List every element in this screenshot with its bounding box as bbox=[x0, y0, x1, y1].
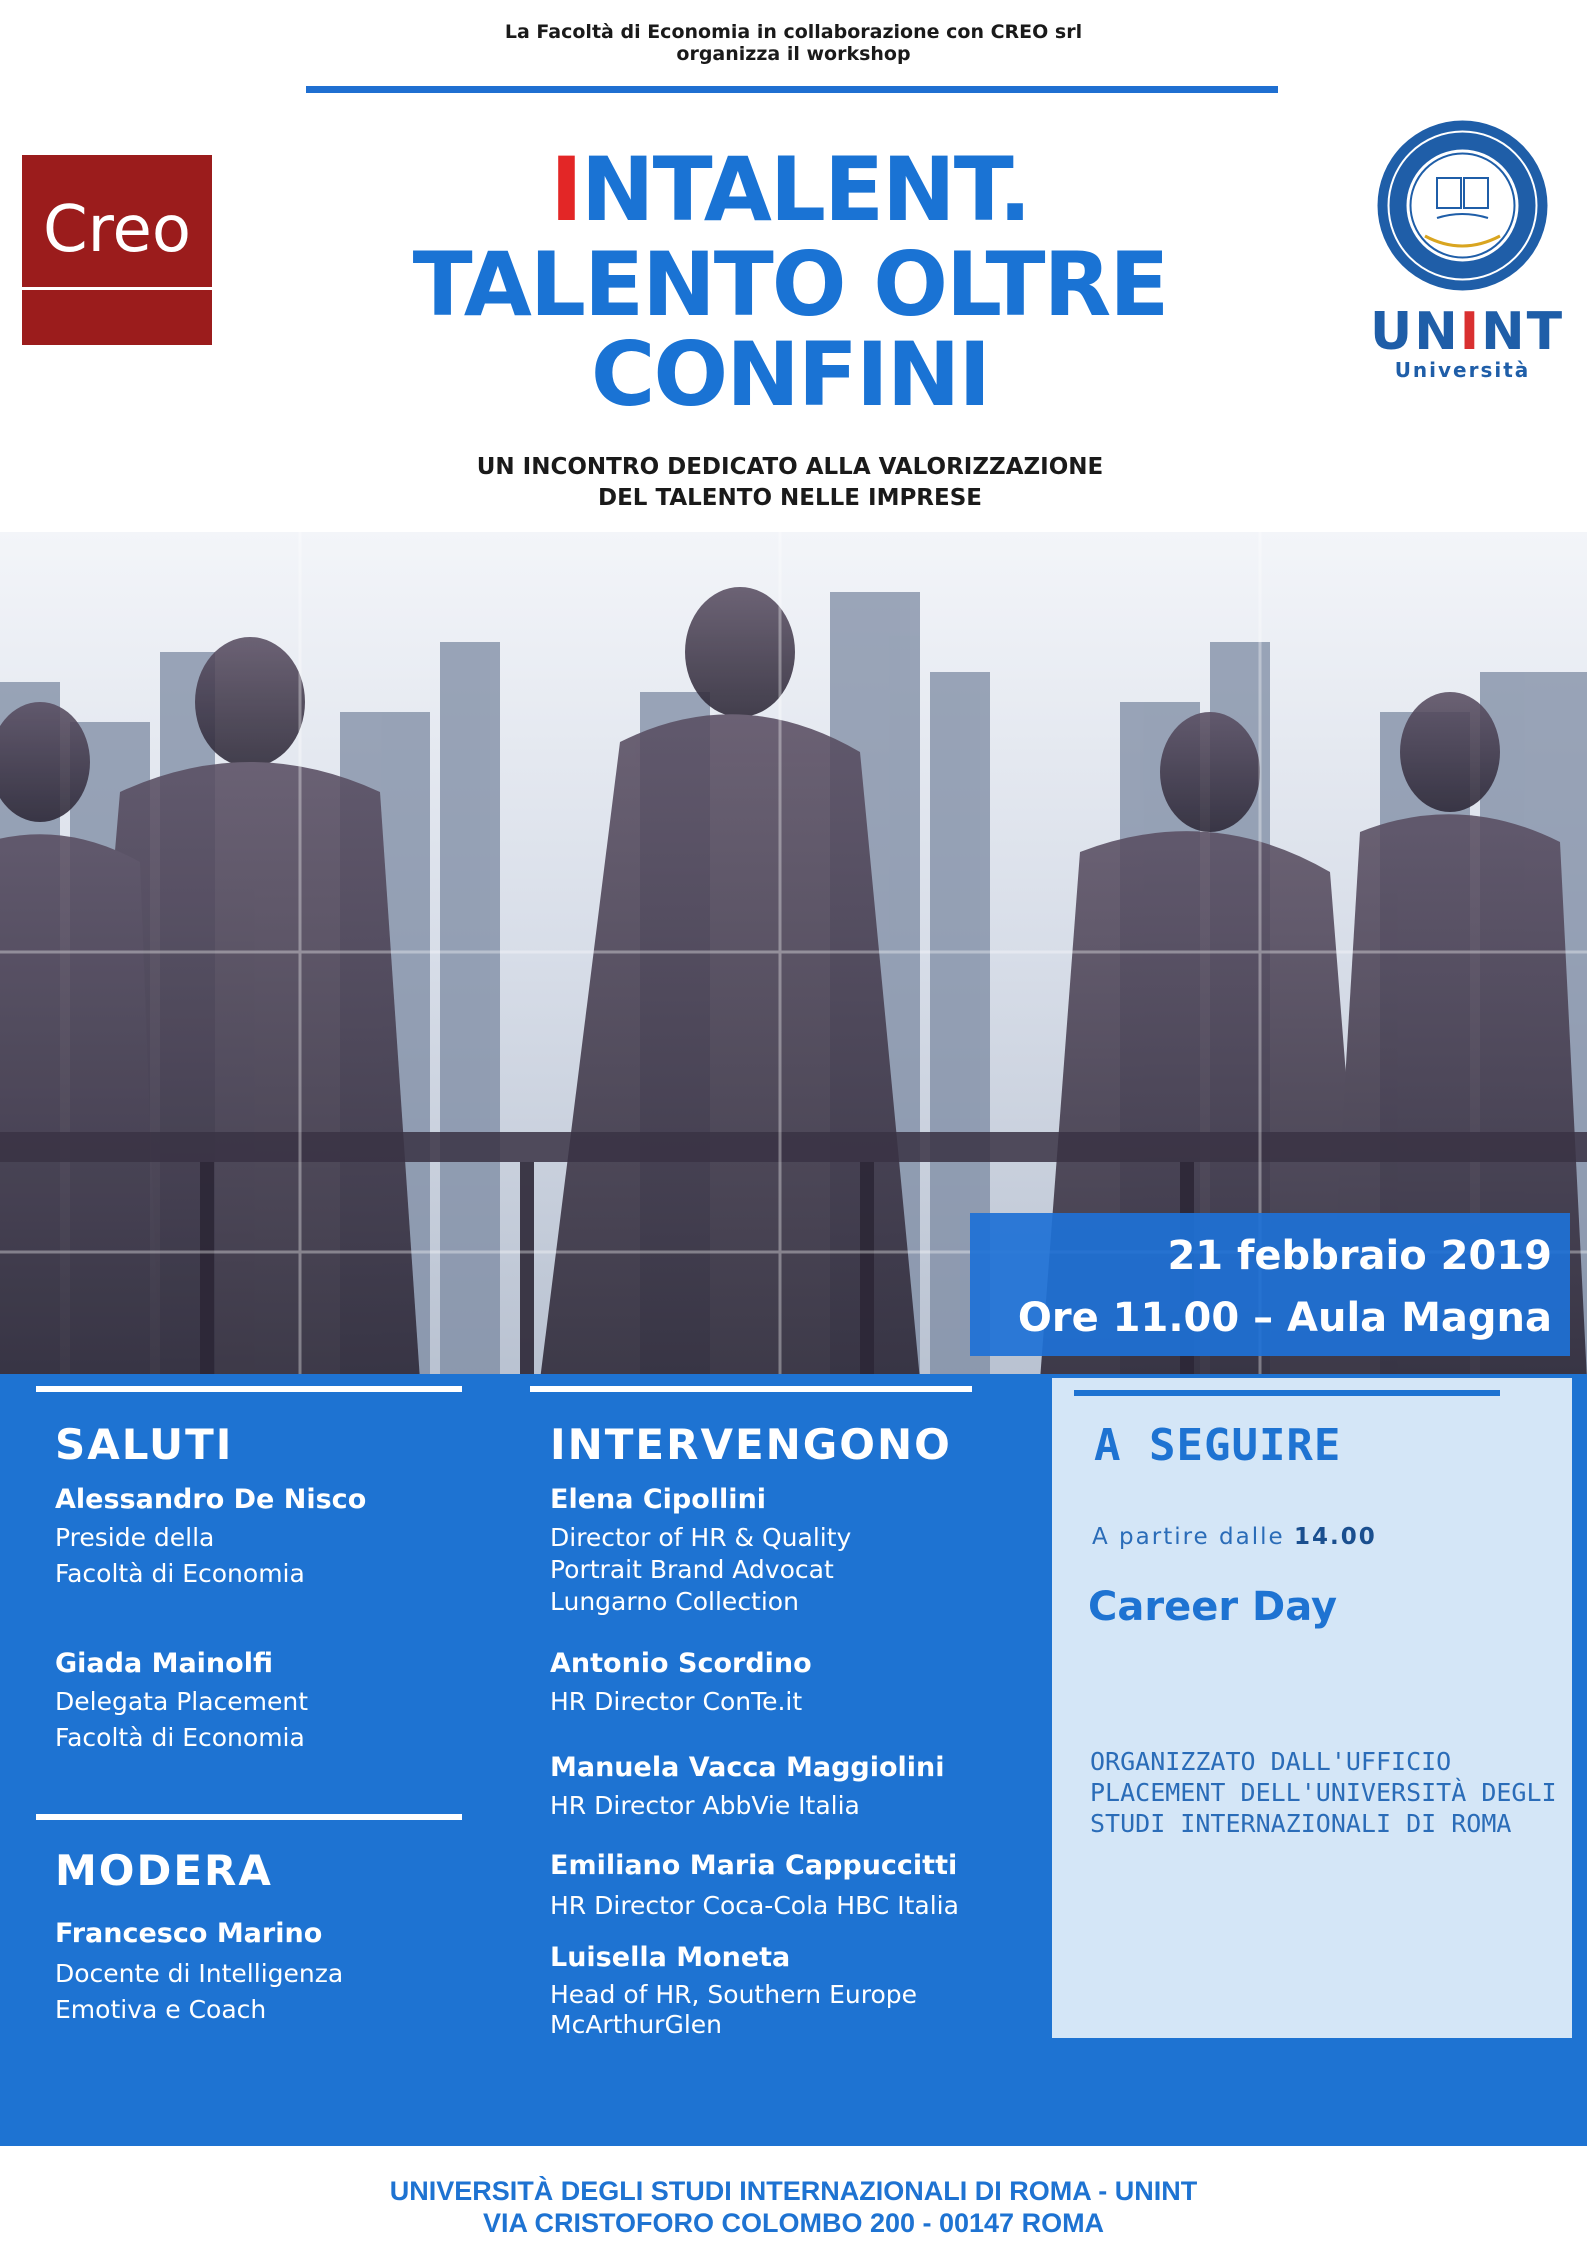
intro-line-2: organizza il workshop bbox=[676, 43, 911, 65]
saluti-role-2: Delegata Placement Facoltà di Economia bbox=[55, 1687, 309, 1752]
title-line-1: INTALENT. bbox=[550, 138, 1030, 241]
saluti-role-1: Preside della Facoltà di Economia bbox=[55, 1523, 305, 1588]
header-rule bbox=[306, 86, 1278, 93]
career-day-title: Career Day bbox=[1088, 1584, 1338, 1630]
organizer-text: ORGANIZZATO DALL'UFFICIO PLACEMENT DELL'UNIVERSITÀ DEGLI STUDI INTERNAZIONALI DI ROMA bbox=[1090, 1747, 1557, 1838]
a-seguire-panel bbox=[1052, 1378, 1572, 2038]
event-date-box bbox=[970, 1213, 1570, 1356]
speaker-name-5: Luisella Moneta bbox=[550, 1942, 791, 1973]
footer-address: VIA CRISTOFORO COLOMBO 200 - 00147 ROMA bbox=[482, 2208, 1105, 2238]
event-date: 21 febbraio 2019 bbox=[1167, 1233, 1552, 1279]
unint-wordmark: UNINT bbox=[1370, 302, 1565, 362]
a-seguire-rule bbox=[1074, 1390, 1500, 1396]
title-line-2: TALENTO OLTRE bbox=[412, 233, 1168, 336]
speaker-role-3: HR Director AbbVie Italia bbox=[550, 1791, 860, 1820]
unint-subtitle: Università bbox=[1394, 358, 1531, 382]
intro-line-1: La Facoltà di Economia in collaborazione con CREO srl bbox=[504, 21, 1083, 43]
unint-seal-icon bbox=[1375, 118, 1550, 293]
speaker-name-4: Emiliano Maria Cappuccitti bbox=[550, 1850, 958, 1881]
event-time-place: Ore 11.00 – Aula Magna bbox=[1017, 1295, 1552, 1341]
saluti-name-1: Alessandro De Nisco bbox=[55, 1484, 367, 1515]
saluti-heading: SALUTI bbox=[55, 1420, 234, 1469]
intervengono-heading: INTERVENGONO bbox=[550, 1420, 952, 1469]
modera-rule bbox=[36, 1814, 462, 1820]
speaker-role-2: HR Director ConTe.it bbox=[550, 1687, 803, 1716]
footer-university: UNIVERSITÀ DEGLI STUDI INTERNAZIONALI DI ROMA - UNINT bbox=[389, 2176, 1198, 2206]
a-partire-text: A partire dalle 14.00 bbox=[1092, 1524, 1377, 1550]
creo-logo: Creo bbox=[22, 155, 212, 345]
modera-role: Docente di Intelligenza Emotiva e Coach bbox=[55, 1959, 344, 2024]
subtitle: UN INCONTRO DEDICATO ALLA VALORIZZAZIONE DEL TALENTO NELLE IMPRESE bbox=[476, 454, 1104, 511]
saluti-rule bbox=[36, 1386, 462, 1392]
intervengono-rule bbox=[530, 1386, 972, 1392]
modera-name: Francesco Marino bbox=[55, 1918, 323, 1949]
speaker-name-2: Antonio Scordino bbox=[550, 1648, 812, 1679]
title-line-3: CONFINI bbox=[590, 323, 990, 426]
speaker-name-3: Manuela Vacca Maggiolini bbox=[550, 1752, 945, 1783]
a-seguire-heading: A SEGUIRE bbox=[1094, 1420, 1342, 1471]
saluti-name-2: Giada Mainolfi bbox=[55, 1648, 273, 1679]
modera-heading: MODERA bbox=[55, 1846, 273, 1895]
speaker-role-4: HR Director Coca-Cola HBC Italia bbox=[550, 1891, 959, 1920]
speaker-role-1: Director of HR & Quality Portrait Brand Advocat Lungarno Collection bbox=[550, 1523, 852, 1616]
speaker-role-5: Head of HR, Southern Europe McArthurGlen bbox=[550, 1980, 918, 2039]
speaker-name-1: Elena Cipollini bbox=[550, 1484, 767, 1515]
